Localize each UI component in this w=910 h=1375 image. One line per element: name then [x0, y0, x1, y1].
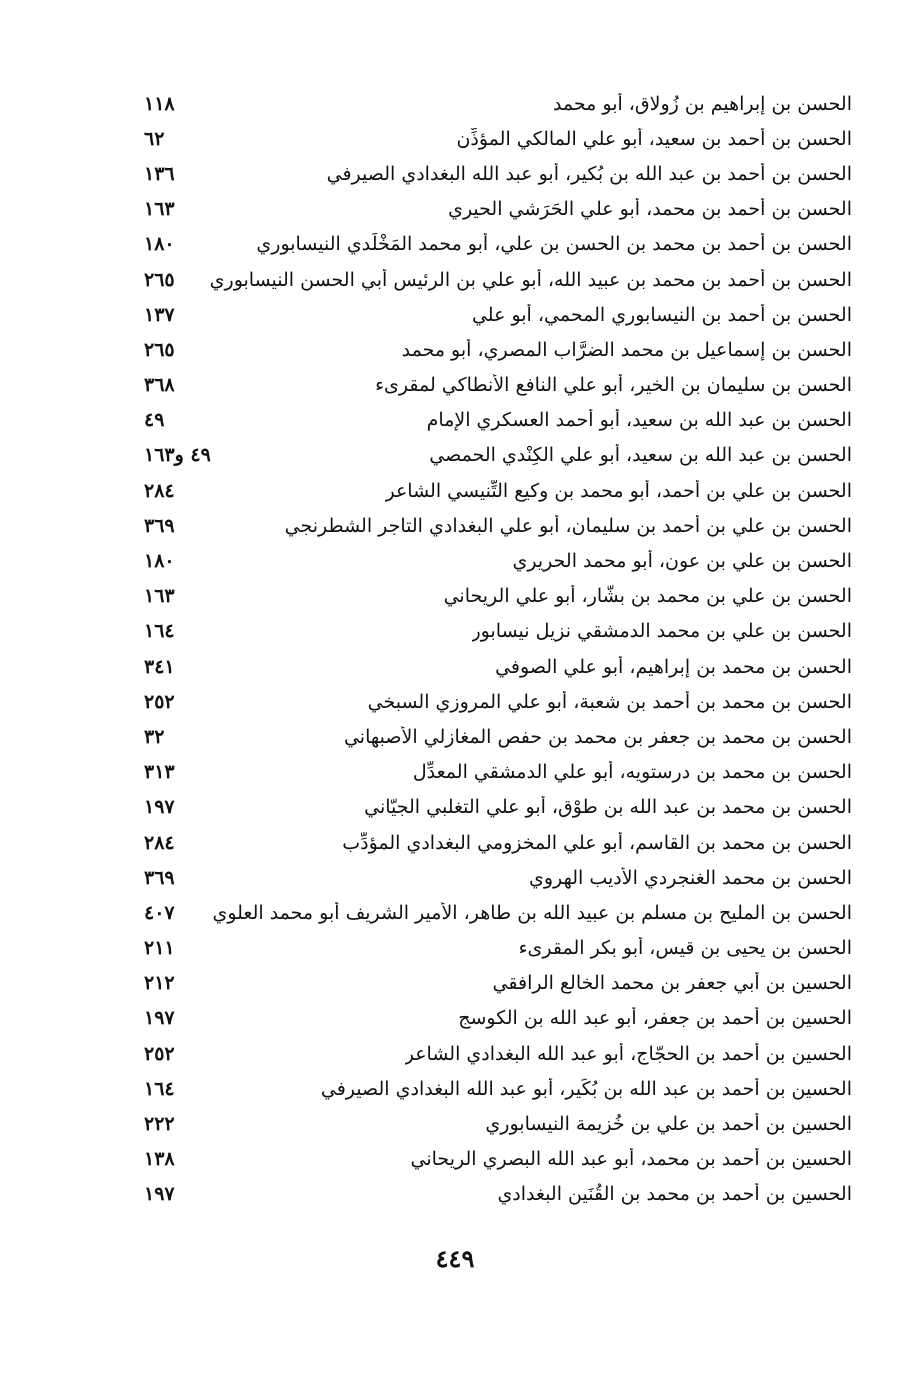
entry-page-ref: ١٨٠ [144, 550, 175, 573]
index-entry [140, 966, 852, 1001]
entry-name: الحسن بن علي بن محمد بن بشّار، أبو علي الريحاني [443, 585, 852, 608]
entry-name: الحسن بن إسماعيل بن محمد الضرَّاب المصري، أبو محمد [401, 338, 852, 361]
index-entry [140, 1071, 852, 1106]
entry-name: الحسن بن أحمد بن النيسابوري المحمي، أبو علي [471, 303, 852, 326]
entry-name: الحسين بن أحمد بن علي بن خُزيمة النيسابوري [485, 1113, 852, 1136]
entry-page-ref: ١١٨ [144, 92, 175, 115]
index-entry [140, 579, 852, 614]
entry-name: الحسن بن محمد الغنجردي الأديب الهروي [528, 866, 852, 889]
entry-page-ref: ٢٨٤ [144, 479, 175, 502]
entry-name: الحسن بن عبد الله بن سعيد، أبو أحمد العسكري الإمام [426, 409, 852, 432]
entry-page-ref: ١٣٧ [144, 303, 175, 326]
index-entry [140, 895, 852, 930]
entry-name: الحسن بن أحمد بن سعيد، أبو علي المالكي المؤذِّن [456, 127, 852, 150]
entry-name: الحسن بن أحمد بن عبد الله بن بُكير، أبو عبد الله البغدادي الصيرفي [326, 162, 852, 185]
entry-page-ref: ٤٠٧ [144, 901, 175, 924]
entry-page-ref: ٢٥٢ [144, 690, 175, 713]
entry-page-ref: ٤٩ و١٦٣ [144, 444, 211, 467]
entry-page-ref: ١٩٧ [144, 796, 175, 819]
entry-page-ref: ٢٨٤ [144, 831, 175, 854]
entry-page-ref: ٢٦٥ [144, 338, 175, 361]
entry-name: الحسين بن أبي جعفر بن محمد الخالع الرافقي [492, 972, 852, 995]
entry-name: الحسين بن أحمد بن محمد بن القُنَين البغدادي [497, 1183, 852, 1206]
index-entry [140, 473, 852, 508]
entry-page-ref: ٢١١ [144, 937, 175, 960]
entry-name: الحسين بن أحمد بن جعفر، أبو عبد الله بن الكوسج [458, 1007, 852, 1030]
entry-page-ref: ٢١٢ [144, 972, 175, 995]
entry-page-ref: ٢٢٢ [144, 1113, 175, 1136]
entry-name: الحسن بن أحمد بن محمد بن الحسن بن علي، أبو محمد المَخْلَدي النيسابوري [256, 233, 852, 256]
entry-name: الحسن بن محمد بن القاسم، أبو علي المخزومي البغدادي المؤدِّب [342, 831, 852, 854]
entry-page-ref: ٦٢ [144, 127, 165, 150]
index-entry [140, 649, 852, 684]
index-entry [140, 262, 852, 297]
entry-name: الحسن بن محمد بن إبراهيم، أبو علي الصوفي [495, 655, 852, 678]
index-entry [140, 755, 852, 790]
entry-page-ref: ١٣٨ [144, 1148, 175, 1171]
entry-page-ref: ٣٤١ [144, 655, 175, 678]
index-entry [140, 1177, 852, 1212]
entry-name: الحسين بن أحمد بن عبد الله بن بُكَير، أبو عبد الله البغدادي الصيرفي [320, 1077, 852, 1100]
entry-name: الحسن بن أحمد بن محمد بن عبيد الله، أبو علي بن الرئيس أبي الحسن النيسابوري [209, 268, 852, 291]
entry-page-ref: ٢٦٥ [144, 268, 175, 291]
index-entry [140, 1106, 852, 1141]
index-entry [140, 86, 852, 121]
index-entry [140, 438, 852, 473]
entry-name: الحسين بن أحمد بن الحجّاج، أبو عبد الله البغدادي الشاعر [404, 1042, 852, 1065]
entry-page-ref: ١٦٣ [144, 585, 175, 608]
entry-page-ref: ١٦٤ [144, 620, 175, 643]
entry-page-ref: ٣١٣ [144, 761, 175, 784]
index-entry [140, 156, 852, 191]
entry-name: الحسن بن المليح بن مسلم بن عبيد الله بن طاهر، الأمير الشريف أبو محمد العلوي [212, 901, 852, 924]
entry-page-ref: ٣٦٩ [144, 514, 175, 537]
entry-page-ref: ١٨٠ [144, 233, 175, 256]
index-entry [140, 121, 852, 156]
index-entry [140, 719, 852, 754]
index-entry [140, 403, 852, 438]
entry-page-ref: ٣٦٩ [144, 866, 175, 889]
entry-name: الحسن بن علي بن أحمد، أبو محمد بن وكيع التِّنيسي الشاعر [385, 479, 852, 502]
index-entry [140, 790, 852, 825]
entry-page-ref: ١٦٣ [144, 198, 175, 221]
entry-page-ref: ٣٢ [144, 725, 165, 748]
index-entry [140, 684, 852, 719]
entry-name: الحسن بن إبراهيم بن زُولاق، أبو محمد [552, 92, 852, 115]
index-entry [140, 1142, 852, 1177]
index-entry [140, 332, 852, 367]
index-entry [140, 192, 852, 227]
entry-page-ref: ٣٦٨ [144, 374, 175, 397]
index-entry [140, 1001, 852, 1036]
entry-page-ref: ١٩٧ [144, 1183, 175, 1206]
entry-name: الحسين بن أحمد بن محمد، أبو عبد الله البصري الريحاني [410, 1148, 852, 1171]
index-entry [140, 508, 852, 543]
entry-name: الحسن بن علي بن محمد الدمشقي نزيل نيسابور [471, 620, 852, 643]
entry-page-ref: ٢٥٢ [144, 1042, 175, 1065]
entry-page-ref: ٤٩ [144, 409, 165, 432]
index-entry [140, 931, 852, 966]
entry-name: الحسن بن سليمان بن الخير، أبو علي النافع الأنطاكي لمقرىء [375, 374, 852, 397]
entry-name: الحسن بن عبد الله بن سعيد، أبو علي الكِنْدي الحمصي [429, 444, 852, 467]
index-entry [140, 297, 852, 332]
entry-name: الحسن بن يحيى بن قيس، أبو بكر المقرىء [518, 937, 852, 960]
entry-name: الحسن بن علي بن عون، أبو محمد الحريري [512, 550, 852, 573]
entry-page-ref: ١٩٧ [144, 1007, 175, 1030]
index-entry [140, 368, 852, 403]
entry-name: الحسن بن محمد بن عبد الله بن طوْق، أبو علي التغلبي الجيّاني [364, 796, 852, 819]
entry-page-ref: ١٣٦ [144, 162, 175, 185]
entry-name: الحسن بن محمد بن جعفر بن محمد بن حفص المغازلي الأصبهاني [343, 725, 852, 748]
entry-name: الحسن بن محمد بن درستويه، أبو علي الدمشقي المعدِّل [412, 761, 852, 784]
entry-name: الحسن بن محمد بن أحمد بن شعبة، أبو علي المروزي السبخي [367, 690, 852, 713]
index-entry [140, 1036, 852, 1071]
index-entry [140, 825, 852, 860]
entry-name: الحسن بن علي بن أحمد بن سليمان، أبو علي البغدادي التاجر الشطرنجي [284, 514, 852, 537]
entry-page-ref: ١٦٤ [144, 1077, 175, 1100]
index-entry [140, 227, 852, 262]
page-number: ٤٤٩ [435, 1244, 475, 1273]
entry-name: الحسن بن أحمد بن محمد، أبو علي الحَرَشي الحيري [448, 198, 852, 221]
index-entry [140, 543, 852, 578]
index-list [140, 86, 852, 1212]
index-entry [140, 860, 852, 895]
index-entry [140, 614, 852, 649]
